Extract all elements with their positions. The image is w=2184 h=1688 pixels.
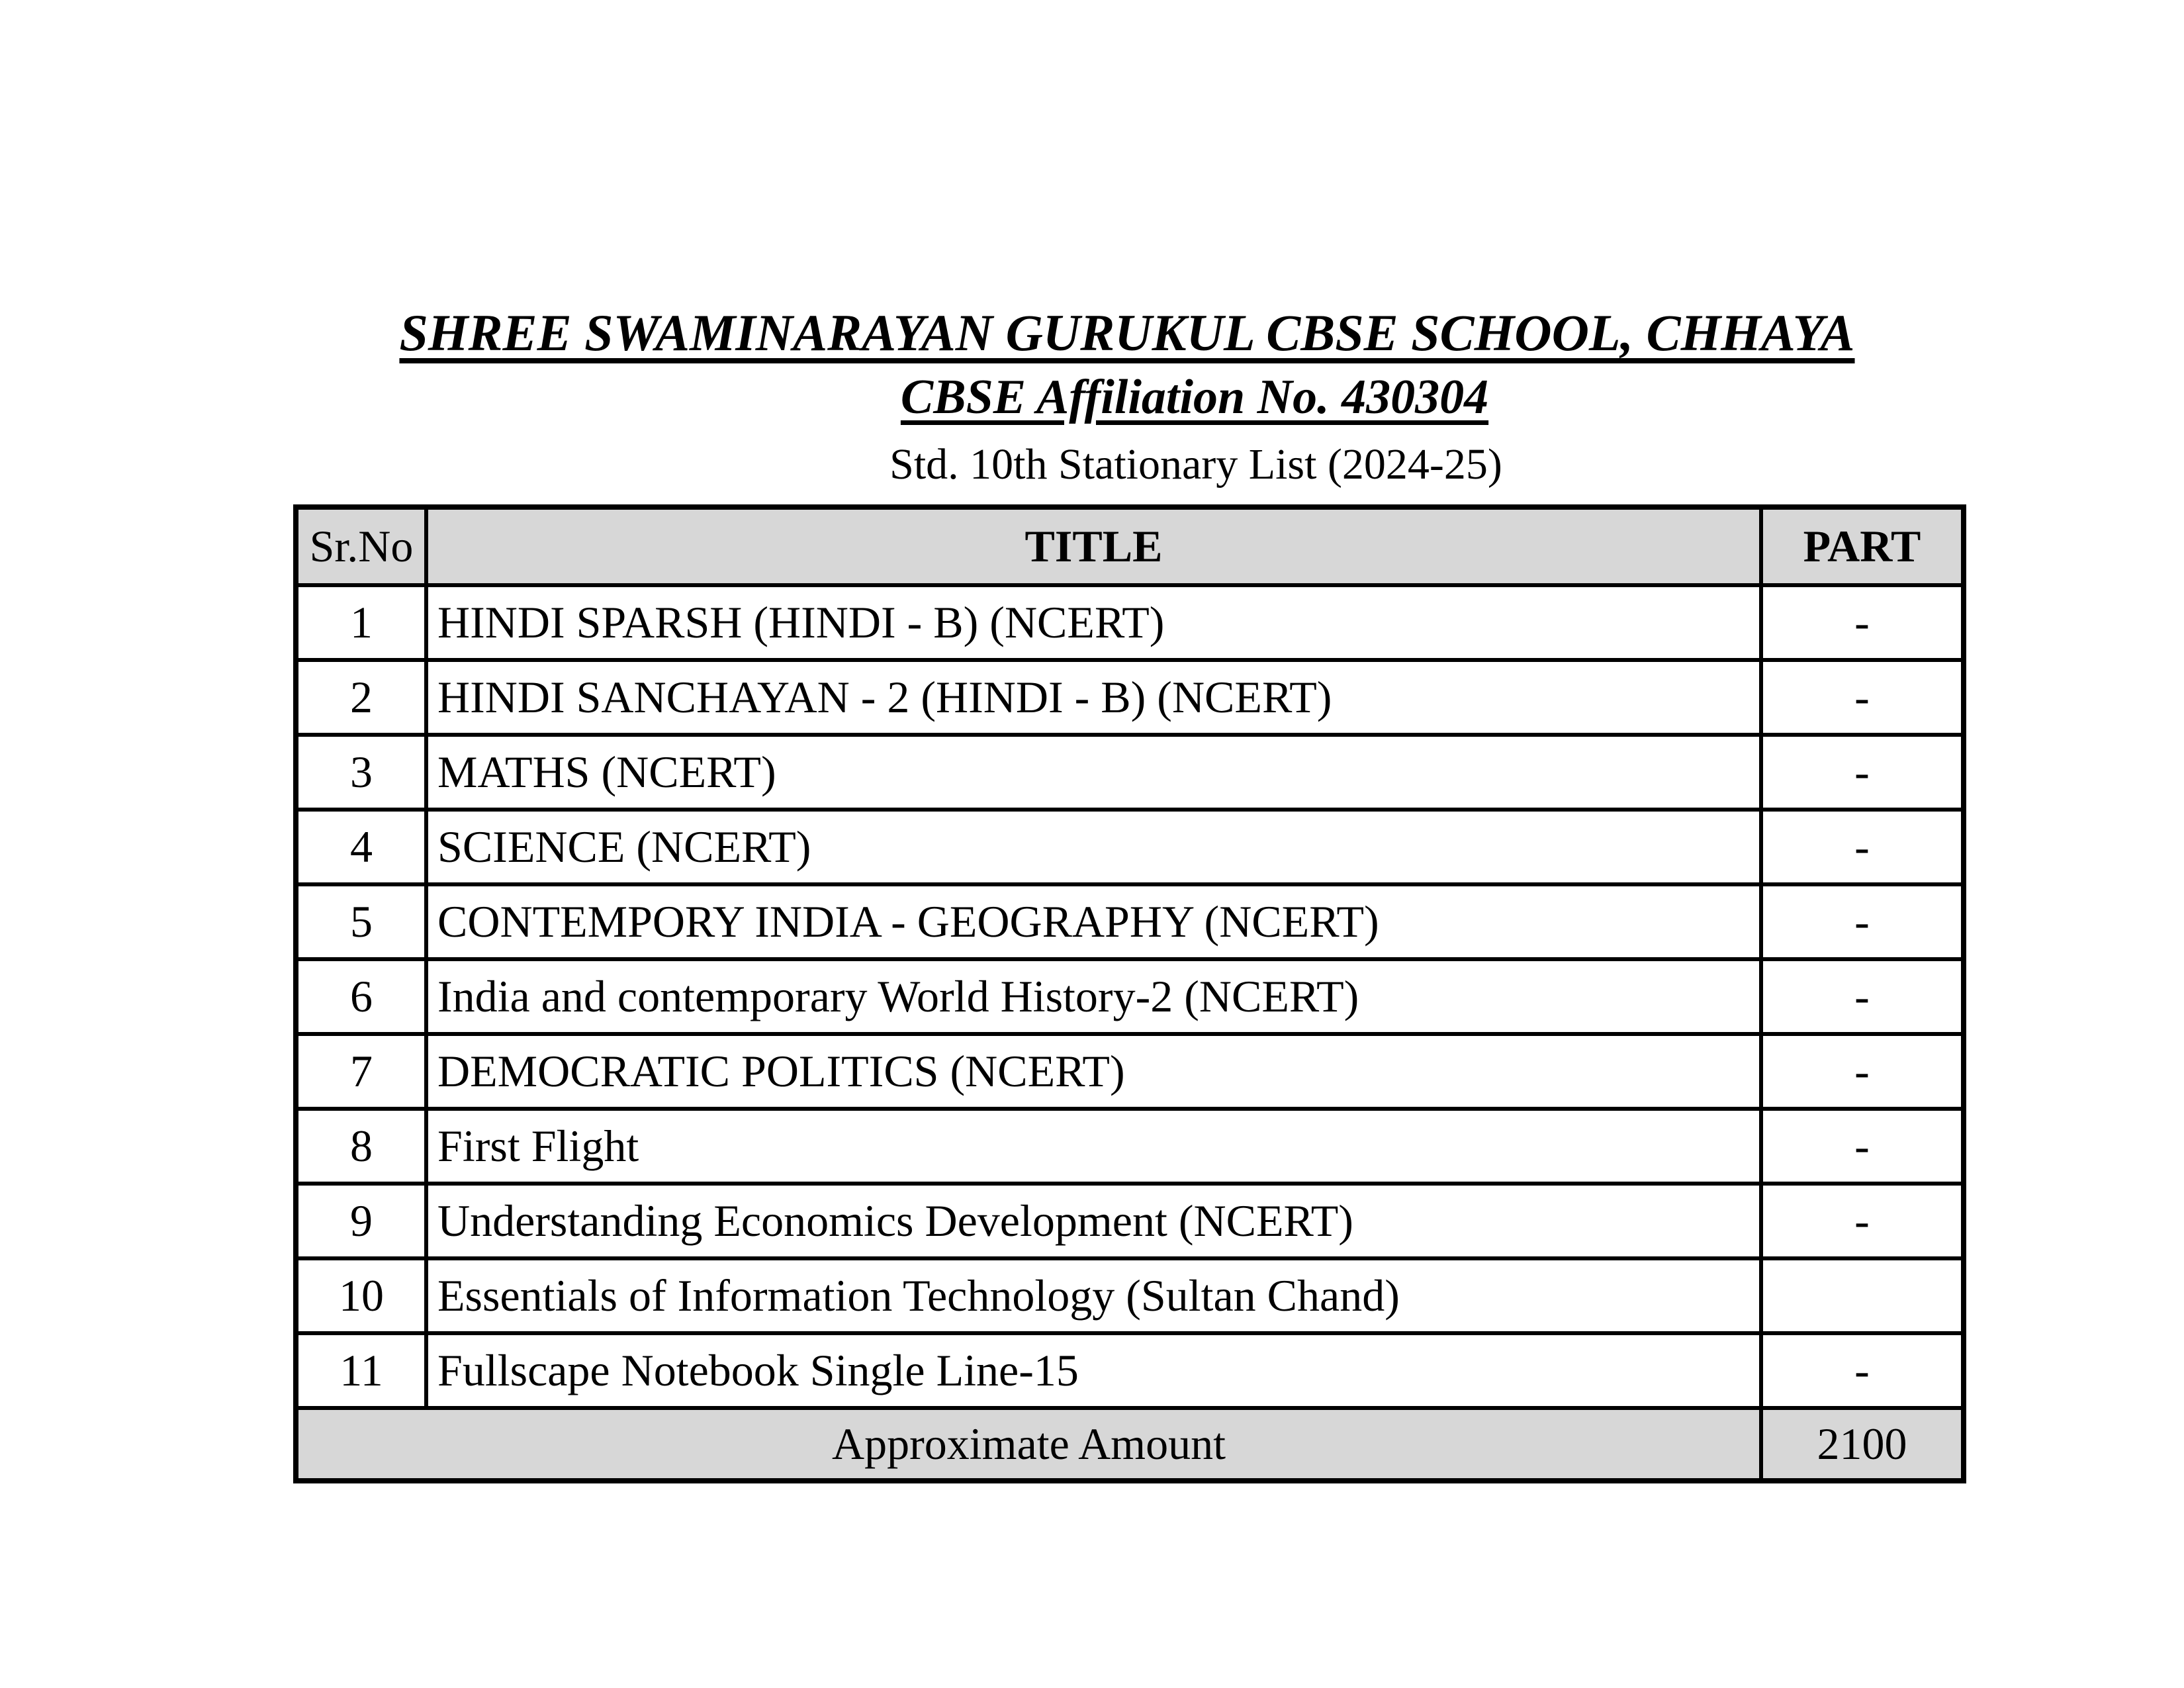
table-row: [296, 585, 1964, 660]
book-rows: [296, 585, 1964, 1408]
table-row: [296, 810, 1964, 884]
table-row: [296, 959, 1964, 1034]
title-cell: India and contemporary World History-2 (NCERT): [426, 959, 1761, 1034]
title-cell: DEMOCRATIC POLITICS (NCERT): [426, 1034, 1761, 1109]
part-cell: -: [1761, 1184, 1964, 1258]
column-header-part: PART: [1761, 507, 1964, 585]
table-row: [296, 1109, 1964, 1184]
part-cell: [1761, 1258, 1964, 1333]
stationary-list-document: [293, 0, 1961, 1688]
srno-cell: 9: [296, 1184, 426, 1258]
approximate-amount-value: 2100: [1761, 1408, 1964, 1481]
affiliation-subtitle: CBSE Affiliation No. 430304: [900, 370, 1489, 424]
title-cell: SCIENCE (NCERT): [426, 810, 1761, 884]
part-cell: -: [1761, 735, 1964, 810]
srno-cell: 8: [296, 1109, 426, 1184]
school-name-title: SHREE SWAMINARAYAN GURUKUL CBSE SCHOOL, CHHAYA: [399, 304, 1855, 361]
column-header-title: TITLE: [426, 507, 1761, 585]
srno-cell: 6: [296, 959, 426, 1034]
approximate-amount-label: Approximate Amount: [296, 1408, 1761, 1481]
srno-cell: 1: [296, 585, 426, 660]
title-cell: Understanding Economics Development (NCERT): [426, 1184, 1761, 1258]
part-cell: -: [1761, 959, 1964, 1034]
part-cell: -: [1761, 810, 1964, 884]
part-cell: -: [1761, 585, 1964, 660]
list-title: Std. 10th Stationary List (2024-25): [889, 440, 1502, 489]
table-header-row: [296, 507, 1964, 585]
table-row: [296, 660, 1964, 735]
table-row: [296, 735, 1964, 810]
table-row: [296, 1034, 1964, 1109]
title-cell: Essentials of Information Technology (Sultan Chand): [426, 1258, 1761, 1333]
srno-cell: 5: [296, 884, 426, 959]
part-cell: -: [1761, 1109, 1964, 1184]
title-cell: HINDI SPARSH (HINDI - B) (NCERT): [426, 585, 1761, 660]
title-cell: HINDI SANCHAYAN - 2 (HINDI - B) (NCERT): [426, 660, 1761, 735]
part-cell: -: [1761, 1034, 1964, 1109]
srno-cell: 7: [296, 1034, 426, 1109]
part-cell: -: [1761, 660, 1964, 735]
title-cell: First Flight: [426, 1109, 1761, 1184]
title-cell: Fullscape Notebook Single Line-15: [426, 1333, 1761, 1408]
srno-cell: 3: [296, 735, 426, 810]
title-cell: CONTEMPORY INDIA - GEOGRAPHY (NCERT): [426, 884, 1761, 959]
table-row: [296, 1333, 1964, 1408]
srno-cell: 11: [296, 1333, 426, 1408]
approximate-amount-row: [296, 1408, 1964, 1481]
table-row: [296, 1258, 1964, 1333]
srno-cell: 10: [296, 1258, 426, 1333]
srno-cell: 4: [296, 810, 426, 884]
title-cell: MATHS (NCERT): [426, 735, 1761, 810]
table-row: [296, 1184, 1964, 1258]
part-cell: -: [1761, 884, 1964, 959]
srno-cell: 2: [296, 660, 426, 735]
column-header-srno: Sr.No: [296, 507, 426, 585]
stationary-table: [293, 504, 1966, 1483]
table-row: [296, 884, 1964, 959]
part-cell: -: [1761, 1333, 1964, 1408]
